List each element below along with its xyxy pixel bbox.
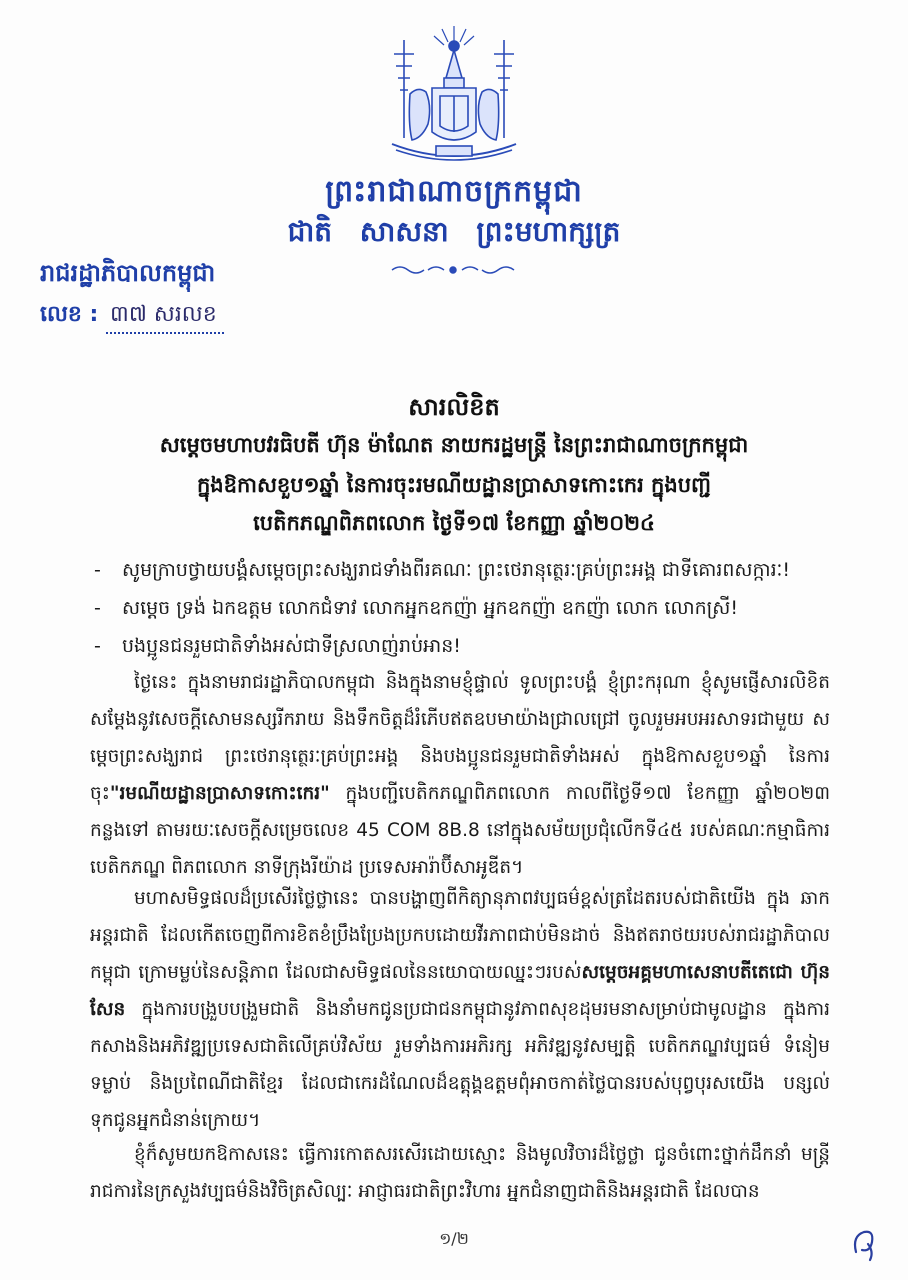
- body-paragraph-2: [90, 880, 830, 1139]
- salutation-item: - សូមក្រាបថ្វាយបង្គំសម្តេចព្រះសង្ឃរាជទាំងពីរគណៈ ព្រះថេរានុត្ថេរៈគ្រប់ព្រះអង្គ ជាទីគោរពសក្ការៈ!: [94, 559, 791, 581]
- reference-label: លេខ :: [40, 302, 99, 327]
- salutation-text: បងប្អូនជនរួមជាតិទាំងអស់ជាទីស្រលាញ់រាប់អាន!: [122, 635, 461, 657]
- salutation-list: [94, 552, 854, 666]
- royal-emblem-icon: [374, 20, 534, 170]
- site-name-bold: "រមណីយដ្ឋានប្រាសាទកោះកេរ": [109, 783, 330, 804]
- salutation-text: សូមក្រាបថ្វាយបង្គំសម្តេចព្រះសង្ឃរាជទាំងពីរគណៈ ព្រះថេរានុត្ថេរៈគ្រប់ព្រះអង្គ ជាទីគោរពសក្ការៈ!: [122, 559, 791, 581]
- document-title: សារលិខិត: [408, 393, 500, 421]
- body-paragraph-1: [90, 664, 830, 886]
- paragraph-text: ថ្ងៃនេះ ក្នុងនាមរាជរដ្ឋាភិបាលកម្ពុជា និងក្នុងនាមខ្ញុំផ្ទាល់ ទូលព្រះបង្គំ ខ្ញុំព្រះករុណា ខ្ញុំសូមផ្ញើសារលិខិត សម្តែងនូវសេចក្តីសោមនស្សរីករាយ និងទឹកចិត្តដ៏រំភើបឥតឧបមាយ៉ាងជ្រាលជ្រៅ ចូលរួមអបអរសាទរជាមួយ សម្តេចព្រះសង្ឃរាជ ព្រះថេរានុត្ថេរៈគ្រប់ព្រះអង្គ និងបងប្អូនជនរួមជាតិទាំងអស់ ក្នុងឱកាសខួប១ឆ្នាំ នៃការចុះ: [90, 672, 830, 804]
- body-paragraph-3: [90, 1136, 830, 1210]
- kingdom-title: ព្រះរាជាណាចក្រកម្ពុជា: [325, 174, 583, 209]
- page-number: ១/២: [439, 1229, 469, 1248]
- paragraph-text: ក្នុងការបង្រួបបង្រួមជាតិ និងនាំមកជូនប្រជាជនកម្ពុជានូវភាពសុខដុមរមនាសម្រាប់ជាមូលដ្ឋាន ក្នុងការកសាងនិងអភិវឌ្ឍប្រទេសជាតិលើគ្រប់វិស័យ រួមទាំងការអភិរក្ស អភិវឌ្ឍនូវសម្បត្តិ បេតិកភណ្ឌវប្បធម៌ ទំនៀមទម្លាប់ និងប្រពៃណីជាតិខ្មែរ ដែលជាកេរដំណែលដ៏ឧត្តុង្គឧត្តមពុំអាចកាត់ថ្លៃបានរបស់បុព្វបុរសយើង បន្សល់ទុកជូនអ្នកជំនាន់ក្រោយ។: [90, 999, 830, 1131]
- paragraph-text: ខ្ញុំក៏សូមយកឱកាសនេះ ធ្វើការកោតសរសើរដោយស្មោះ និងមូលវិចារដ៏ថ្លៃថ្លា ជូនចំពោះថ្នាក់ដឹកនាំ មន្ត្រីរាជការនៃក្រសួងវប្បធម៌និងវិចិត្រសិល្បៈ អាជ្ញាធរជាតិព្រះវិហារ អ្នកជំនាញជាតិនិងអន្តរជាតិ ដែលបាន: [90, 1144, 830, 1202]
- salutation-item: - សម្តេច ទ្រង់ ឯកឧត្តម លោកជំទាវ លោកអ្នកឧកញ៉ា អ្នកឧកញ៉ា ឧកញ៉ា លោក លោកស្រី!: [94, 597, 739, 619]
- government-name: រាជរដ្ឋាភិបាលកម្ពុជា: [40, 259, 216, 287]
- handwritten-initial-icon: [848, 1222, 882, 1264]
- salutation-text: សម្តេច ទ្រង់ ឯកឧត្តម លោកជំទាវ លោកអ្នកឧកញ៉ា អ្នកឧកញ៉ា ឧកញ៉ា លោក លោកស្រី!: [122, 597, 739, 619]
- kingdom-motto: ជាតិ សាសនា ព្រះមហាក្សត្រ: [287, 215, 621, 248]
- decorative-ornament-icon: [388, 262, 518, 278]
- reference-number: [40, 300, 224, 334]
- document-subtitle-line-2: ក្នុងឱកាសខួប១ឆ្នាំ នៃការចុះរមណីយដ្ឋានប្រាសាទកោះកេរ ក្នុងបញ្ជី: [196, 473, 712, 497]
- salutation-item: - បងប្អូនជនរួមជាតិទាំងអស់ជាទីស្រលាញ់រាប់អាន!: [94, 635, 461, 657]
- paragraph-text: ក្នុងបញ្ជីបេតិកភណ្ឌពិភពលោក កាលពីថ្ងៃទី១៧ ខែកញ្ញា ឆ្នាំ២០២៣ កន្លងទៅ តាមរយៈសេចក្តីសម្រេចលេខ 45 COM 8B.8 នៅក្នុងសម័យប្រជុំលើកទី៤៥ របស់គណៈកម្មាធិការបេតិកភណ្ឌ ពិភពលោក នាទីក្រុងរីយ៉ាដ ប្រទេសអារ៉ាប៊ីសាអូឌីត។: [90, 783, 830, 878]
- reference-value: ៣៧ សរលខ: [106, 300, 224, 334]
- person-name-bold: សម្តេចអគ្គមហាសេនាបតីតេជោ ហ៊ុន សែន: [90, 962, 830, 1020]
- document-subtitle-line-3: បេតិកភណ្ឌពិភពលោក ថ្ងៃទី១៧ ខែកញ្ញា ឆ្នាំ២០២៤: [253, 511, 655, 535]
- paragraph-text: មហាសមិទ្ធផលដ៏ប្រសើរថ្លៃថ្លានេះ បានបង្ហាញពីកិត្យានុភាពវប្បធម៌ខ្ពស់ត្រដែតរបស់ជាតិយើង ក្នុង ឆាកអន្តរជាតិ ដែលកើតចេញពីការខិតខំប្រឹងប្រែងប្រកបដោយវីរភាពជាប់មិនដាច់ និងឥតរាថយរបស់រាជរដ្ឋាភិបាល កម្ពុជា ក្រោមម្លប់នៃសន្តិភាព ដែលជាសមិទ្ធផលនៃនយោបាយឈ្នះៗរបស់: [90, 888, 830, 983]
- document-subtitle-line-1: សម្តេចមហាបវរធិបតី ហ៊ុន ម៉ាណែត នាយករដ្ឋមន្ត្រី នៃព្រះរាជាណាចក្រកម្ពុជា: [159, 433, 749, 457]
